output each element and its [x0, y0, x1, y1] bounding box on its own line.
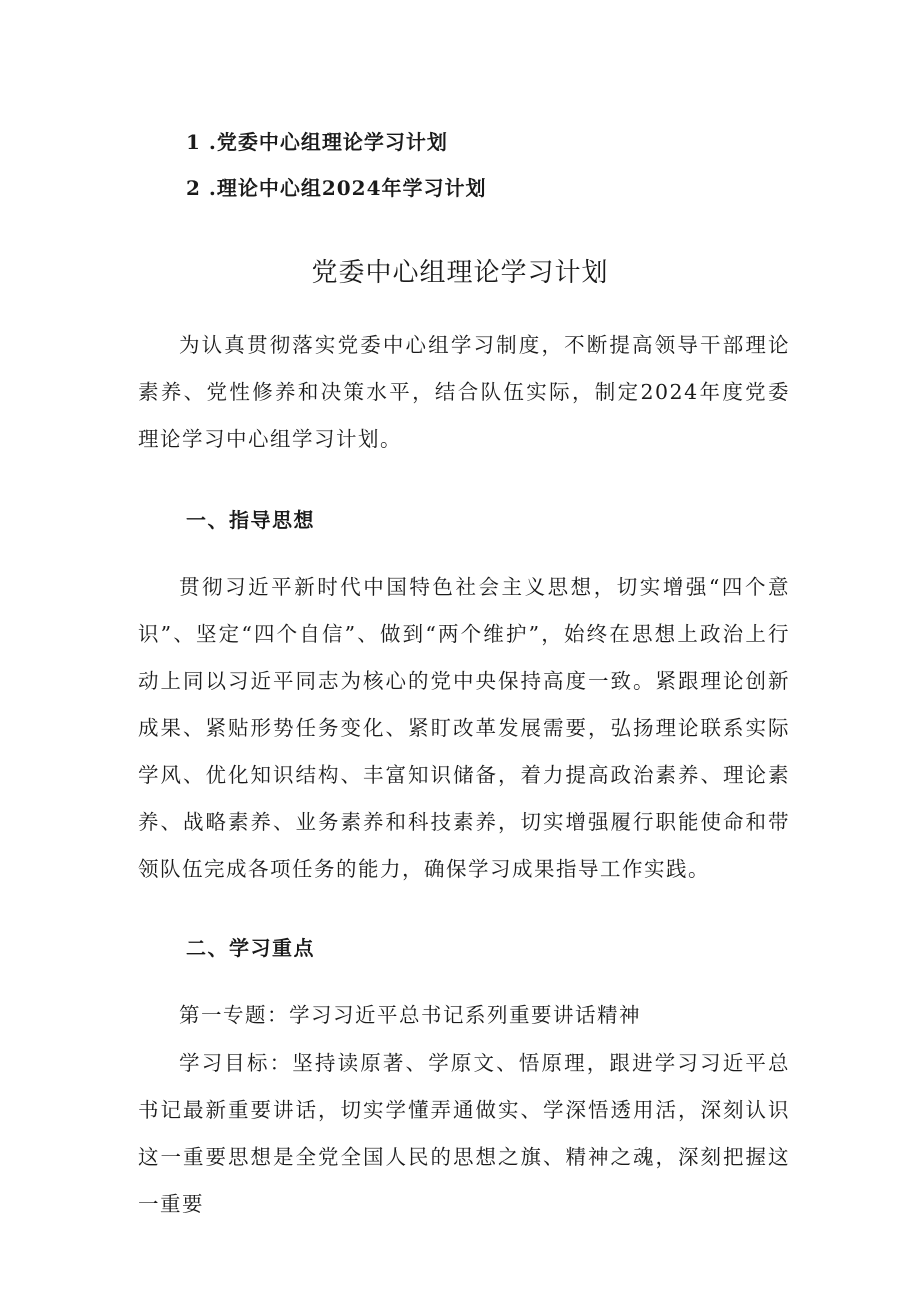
intro-paragraph: 为认真贯彻落实党委中心组学习制度，不断提高领导干部理论素养、党性修养和决策水平，结合队伍实际，制定2024年度党委理论学习中心组学习计划。 [138, 333, 790, 451]
toc-item[interactable]: 2 .理论中心组2024年学习计划 [186, 176, 487, 200]
section-heading-guiding-thought: 一、指导思想 [186, 508, 315, 532]
guiding-thought-paragraph: 贯彻习近平新时代中国特色社会主义思想，切实增强“四个意识”、坚定“四个自信”、做到“两个维护”，始终在思想上政治上行动上同以习近平同志为核心的党中央保持高度一致。紧跟理论创新成果、紧贴形势任务变化、紧盯改革发展需要，弘扬理论联系实际学风、优化知识结构、丰富知识储备，着力提高政治素养、理论素养、战略素养、业务素养和科技素养，切实增强履行职能使命和带领队伍完成各项任务的能力，确保学习成果指导工作实践。 [138, 575, 790, 881]
topic-one-line: 第一专题：学习习近平总书记系列重要讲话精神 [179, 1003, 641, 1027]
section-heading-study-focus: 二、学习重点 [186, 936, 315, 960]
document-title: 党委中心组理论学习计划 [311, 258, 609, 288]
toc-item[interactable]: 1 .党委中心组理论学习计划 [186, 130, 448, 154]
study-goal-paragraph: 学习目标：坚持读原著、学原文、悟原理，跟进学习习近平总书记最新重要讲话，切实学懂弄通做实、学深悟透用活，深刻认识这一重要思想是全党全国人民的思想之旗、精神之魂，深刻把握这一重要 [138, 1051, 790, 1216]
